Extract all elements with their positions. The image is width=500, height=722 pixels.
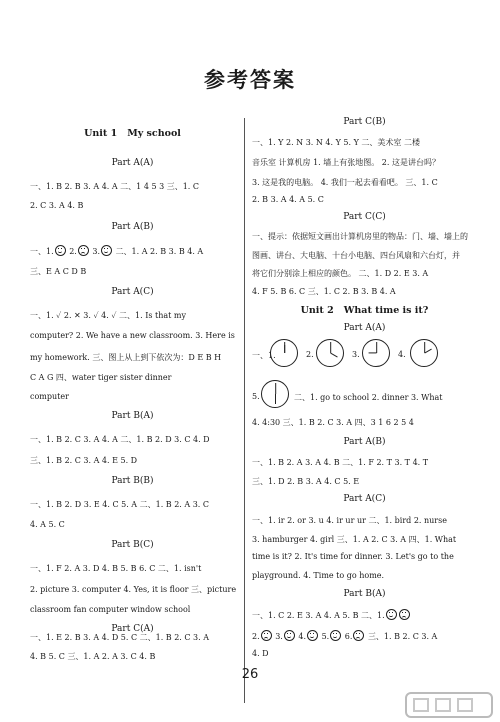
answer-line: classroom fan computer window school [30,605,191,614]
answer-line: C A G 四、water tiger sister dinner [30,373,172,382]
clock-icon [362,339,390,367]
clock-icon [410,339,438,367]
answer-line: 4. F 5. B 6. C 三、1. C 2. B 3. B 4. A [252,287,396,296]
section-heading: Part A(A) [111,158,154,168]
sad-face-icon [353,630,364,641]
answer-line: 图画、讲台、大电脑、十台小电脑、四台风扇和六台灯，并 [252,251,460,260]
section-heading: Part B(B) [111,476,154,486]
answer-line: 一、1. B 2. D 3. E 4. C 5. A 二、1. B 2. A 3. C [30,500,210,509]
watermark-logo-icon [404,690,494,720]
answer-label: 3. [352,350,360,359]
answer-line: 三、1. B 2. C 3. A 4. E 5. D [30,456,138,465]
answer-line: 三、E A C D B [30,267,87,276]
answer-line: 一、1. Y 2. N 3. N 4. Y 5. Y 二、美术室 二楼 [252,138,420,147]
section-heading: Part C(B) [343,117,386,127]
page-number: 26 [241,667,259,682]
answer-line: 2. C 3. A 4. B [30,201,84,210]
section-heading: Part B(C) [111,540,154,550]
answer-line: computer [30,392,69,401]
answer-line: 一、1. ir 2. or 3. u 4. ir ur ur 二、1. bird 2. nurse [252,516,447,525]
answer-line: 4. 4:30 三、1. B 2. C 3. A 四、3 1 6 2 5 4 [252,418,414,427]
answer-line: my homework. 三、图上从上到下依次为：D E B H [30,353,222,362]
smiley-face-icon [307,630,318,641]
answer-line: 一、提示：依据短文画出计算机房里的物品：门、墙、墙上的 [252,232,468,241]
answer-line: 一、1. F 2. A 3. D 4. B 5. B 6. C 二、1. isn't [30,564,202,573]
section-heading: Part B(A) [111,411,154,421]
sad-face-icon [399,609,410,620]
smiley-face-icon [330,630,341,641]
section-heading: Part B(A) [343,589,386,599]
answer-line: 音乐室 计算机房 1. 墙上有张地图。 2. 这是讲台吗？ [252,158,440,167]
unit-number: Unit 2 [300,305,334,316]
answer-label: 2. [306,350,314,359]
answer-line: computer? 2. We have a new classroom. 3. Here is [30,331,235,340]
answer-line: 4. A 5. C [30,520,65,529]
sad-face-icon [261,630,272,641]
answer-line: 二、1. go to school 2. dinner 3. What [294,393,443,402]
answer-line: 2. 3. 4. 5. 6. 三、1. B 2. C 3. A [252,632,438,641]
answer-line: time is it? 2. It's time for dinner. 3. Let's go to the [252,552,454,561]
answer-line: 一、1. C 2. E 3. A 4. A 5. B 二、1. [252,609,411,621]
section-heading: Part A(C) [111,287,154,297]
answer-line: 一、1. B 2. B 3. A 4. A 二、1 4 5 3 三、1. C [30,182,200,191]
answer-label: 5. [252,392,260,401]
clock-icon [270,339,298,367]
answer-label: 一、1. [252,351,276,360]
sad-face-icon [78,245,89,256]
unit-name: My school [127,128,181,139]
unit-2-title [252,305,477,316]
smiley-face-icon [101,245,112,256]
section-heading: Part A(B) [111,222,154,232]
smiley-face-icon [386,609,397,620]
answer-line: 一、1. B 2. A 3. A 4. B 二、1. F 2. T 3. T 4. T [252,458,429,467]
section-heading: Part C(A) [111,624,154,634]
answer-line: 三、1. D 2. B 3. A 4. C 5. E [252,477,360,486]
unit-number: Unit 1 [84,128,118,139]
answer-line: 2. B 3. A 4. A 5. C [252,195,324,204]
answer-line: 4. B 5. C 三、1. A 2. A 3. C 4. B [30,652,156,661]
answer-line: playground. 4. Time to go home. [252,571,385,580]
answer-line: 2. picture 3. computer 4. Yes, it is floor 三、picture [30,585,237,594]
unit-1-title [30,128,235,139]
smiley-face-icon [55,245,66,256]
section-heading: Part A(A) [343,323,386,333]
answer-line: 将它们分别涂上相应的颜色。 二、1. D 2. E 3. A [252,269,429,278]
answer-line: 一、1. 2. 3. 二、1. A 2. B 3. B 4. A [30,247,204,256]
smiley-face-icon [284,630,295,641]
answer-line: 3. hamburger 4. girl 三、1. A 2. C 3. A 四、1. What [252,535,457,544]
section-heading: Part C(C) [343,212,386,222]
section-heading: Part A(B) [343,437,386,447]
answer-line: 3. 这是我的电脑。 4. 我们一起去看看吧。 三、1. C [252,178,438,187]
answer-line: 4. D [252,649,269,658]
unit-name: What time is it? [343,305,429,316]
clock-icon [316,339,344,367]
answer-line: 一、1. ✓ 2. ✕ 3. ✓ 4. ✓ 二、1. Is that my [30,311,187,320]
answer-label: 4. [398,350,406,359]
answer-line: 一、1. E 2. B 3. A 4. D 5. C 二、1. B 2. C 3. A [30,633,210,642]
section-heading: Part A(C) [343,494,386,504]
page-title: 参考答案 [204,68,296,92]
answer-line: 一、1. B 2. C 3. A 4. A 二、1. B 2. D 3. C 4. D [30,435,210,444]
clock-icon [261,380,289,408]
column-divider [244,118,245,703]
